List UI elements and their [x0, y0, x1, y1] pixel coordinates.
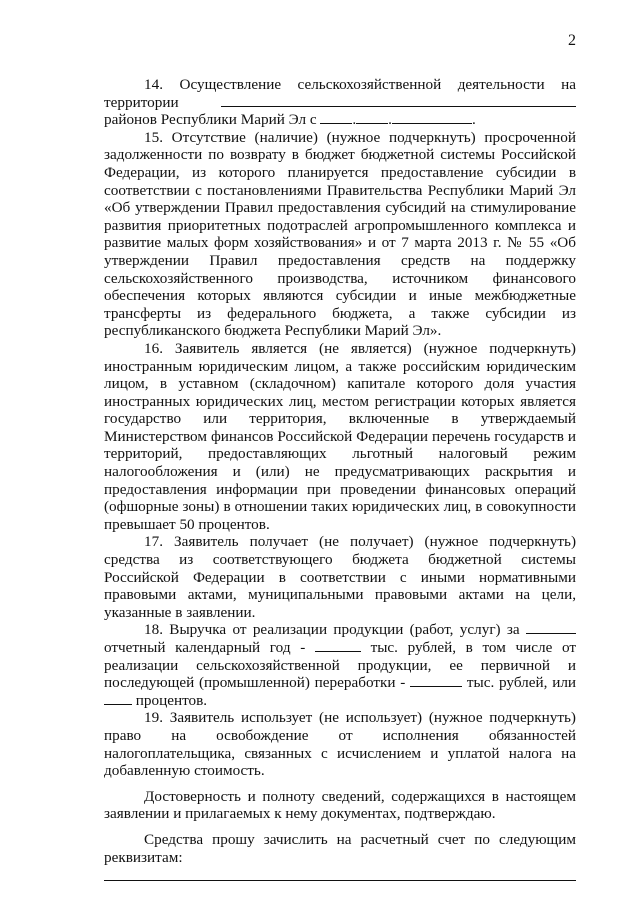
item-16: 16. Заявитель является (не является) (нужное подчеркнуть) иностранным юридическим лицом, а также российским юридическим лицом, в уставном (складочном) капитале которого доля участия иностранных юридических лиц, местом регистрации которых является государство или территория, включенные в утверждаемый Министерством финансов Российской Федерации перечень государств и территорий, предоставляющих льготный налоговый режим налогообложения и (или) не предусматривающих раскрытия и предоставления информации при проведении финансовых операций (офшорные зоны) в отношении таких юридических лиц, в совокупности превышает 50 процентов.: [104, 339, 576, 533]
item-18: 18. Выручка от реализации продукции (работ, услуг) за отчетный календарный год - тыс. рублей, в том числе от реализации сельскохозяйственной продукции, ее первичной и последующей (промышленной) переработки - тыс. рублей, или процентов.: [104, 621, 577, 709]
document-body: [104, 76, 576, 881]
item-17: 17. Заявитель получает (не получает) (нужное подчеркнуть) средства из соответствующего бюджета бюджетной системы Российской Федерации в соответствии с иными нормативными правовыми актами, муниципальными правовыми актами на цели, указанные в заявлении.: [104, 533, 576, 621]
date-year-field[interactable]: [392, 123, 472, 124]
date-month-field[interactable]: [356, 123, 388, 124]
date-day-field[interactable]: [320, 123, 352, 124]
requisites-line[interactable]: [104, 880, 576, 881]
bank-request: Средства прошу зачислить на расчетный счет по следующим реквизитам:: [104, 830, 576, 866]
year-field[interactable]: [526, 633, 576, 634]
confirmation: Достоверность и полноту сведений, содержащихся в настоящем заявлении и прилагаемых к нему документах, подтверждаю.: [104, 787, 576, 823]
page-number: 2: [568, 32, 576, 49]
territory-field[interactable]: [221, 106, 576, 107]
processing-field[interactable]: [410, 686, 462, 687]
item-14: 14. Осуществление сельскохозяйственной деятельности на территории районов Республики Марий Эл с . . .: [104, 76, 576, 129]
revenue-field[interactable]: [315, 651, 361, 652]
item-15: 15. Отсутствие (наличие) (нужное подчеркнуть) просроченной задолженности по возврату в бюджет бюджетной системы Российской Федерации, из которого планируется предоставление субсидии в соответствии с постановлениями Правительства Республики Марий Эл «Об утверждении Правил предоставления субсидий на стимулирование развития приоритетных подотраслей агропромышленного комплекса и развитие малых форм хозяйствования» и от 7 марта 2013 г. № 55 «Об утверждении Правил предоставления средств на поддержку сельскохозяйственного производства, источником финансового обеспечения которых являются субсидии и иные межбюджетные трансферты из федерального бюджета, а также субсидии из республиканского бюджета Республики Марий Эл».: [104, 128, 576, 340]
item-19: 19. Заявитель использует (не использует) (нужное подчеркнуть) право на освобождение от исполнения обязанностей налогоплательщика, связанных с исчислением и уплатой налога на добавленную стоимость.: [104, 709, 576, 780]
percent-field[interactable]: [104, 704, 132, 705]
